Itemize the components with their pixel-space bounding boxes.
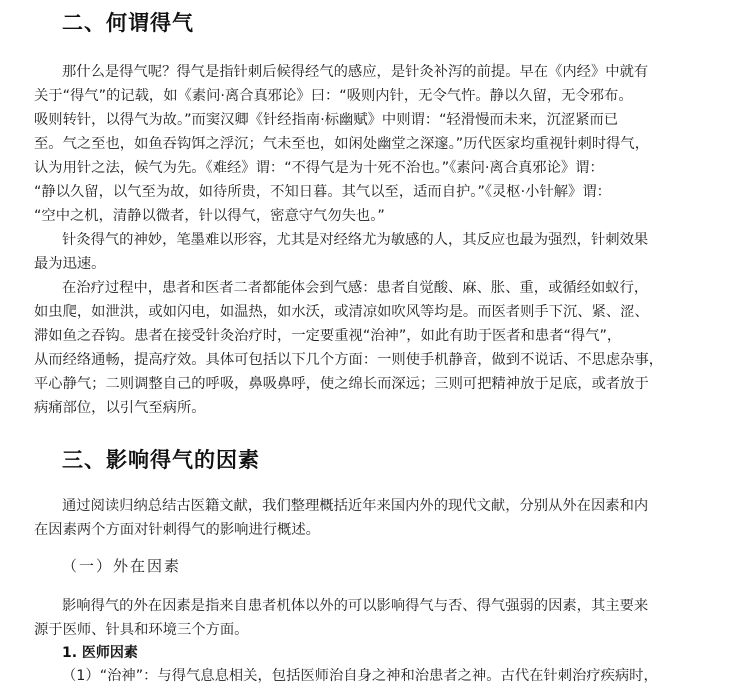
text-line: 源于医师、针具和环境三个方面。 xyxy=(34,622,249,638)
text-line: 病痛部位，以引气至病所。 xyxy=(34,400,206,416)
text-line: “静以久留，以气至为故，如待所贵，不知日暮。其气以至，适而自护。”《灵枢·小针解》谓： xyxy=(34,184,611,200)
text-line: 如虫爬，如泄洪，或如闪电，如温热，如水沃，或清凉如吹风等均是。而医者则手下沉、紧、涩、 xyxy=(34,304,649,320)
text-line: 针灸得气的神妙，笔墨难以形容，尤其是对经络尤为敏感的人，其反应也最为强烈，针刺效果 xyxy=(62,232,649,248)
minor-heading-physician-factors: 1. 医师因素 xyxy=(62,645,138,661)
text-line: 认为用针之法，候气为先。《难经》谓：“不得气是为十死不治也。”《素问·离合真邪论》谓： xyxy=(34,160,604,176)
text-line: 从而经络通畅，提高疗效。具体可包括以下几个方面：一则使手机静音，做到不说话、不思虑杂事， xyxy=(34,352,664,368)
section-heading-influencing-factors: 三、影响得气的因素 xyxy=(62,448,260,472)
subsection-heading-external-factors: （一）外在因素 xyxy=(62,557,182,575)
text-line: 平心静气；二则调整自己的呼吸，鼻吸鼻呼，使之绵长而深远；三则可把精神放于足底，或者放于 xyxy=(34,376,649,392)
text-line: 关于“得气”的记载，如《素问·离合真邪论》曰：“吸则内针，无令气忤。静以久留，无令邪布。 xyxy=(34,88,633,104)
text-line: 通过阅读归纳总结古医籍文献，我们整理概括近年来国内外的现代文献，分别从外在因素和内 xyxy=(62,498,649,514)
text-line: 在因素两个方面对针刺得气的影响进行概述。 xyxy=(34,522,320,538)
text-line: （1）“治神”：与得气息息相关，包括医师治自身之神和治患者之神。古代在针刺治疗疾病时， xyxy=(62,668,658,684)
text-line: 在治疗过程中，患者和医者二者都能体会到气感：患者自觉酸、麻、胀、重，或循经如蚁行， xyxy=(62,280,649,296)
text-line: 影响得气的外在因素是指来自患者机体以外的可以影响得气与否、得气强弱的因素，其主要来 xyxy=(62,598,649,614)
text-line: “空中之机，清静以微者，针以得气，密意守气勿失也。” xyxy=(34,208,385,224)
text-line: 滞如鱼之吞钩。患者在接受针灸治疗时，一定要重视“治神”，如此有助于医者和患者“得气”， xyxy=(34,328,622,344)
text-line: 那什么是得气呢？得气是指针刺后候得经气的感应，是针灸补泻的前提。早在《内经》中就有 xyxy=(62,64,649,80)
text-line: 吸则转针，以得气为故。”而窦汉卿《针经指南·标幽赋》中则谓：“轻滑慢而未来，沉涩紧而已 xyxy=(34,112,619,128)
text-line: 最为迅速。 xyxy=(34,256,106,272)
text-line: 至。气之至也，如鱼吞钩饵之浮沉；气未至也，如闲处幽堂之深邃。”历代医家均重视针刺时得气， xyxy=(34,136,650,152)
section-heading-what-is-deqi: 二、何谓得气 xyxy=(62,11,194,35)
